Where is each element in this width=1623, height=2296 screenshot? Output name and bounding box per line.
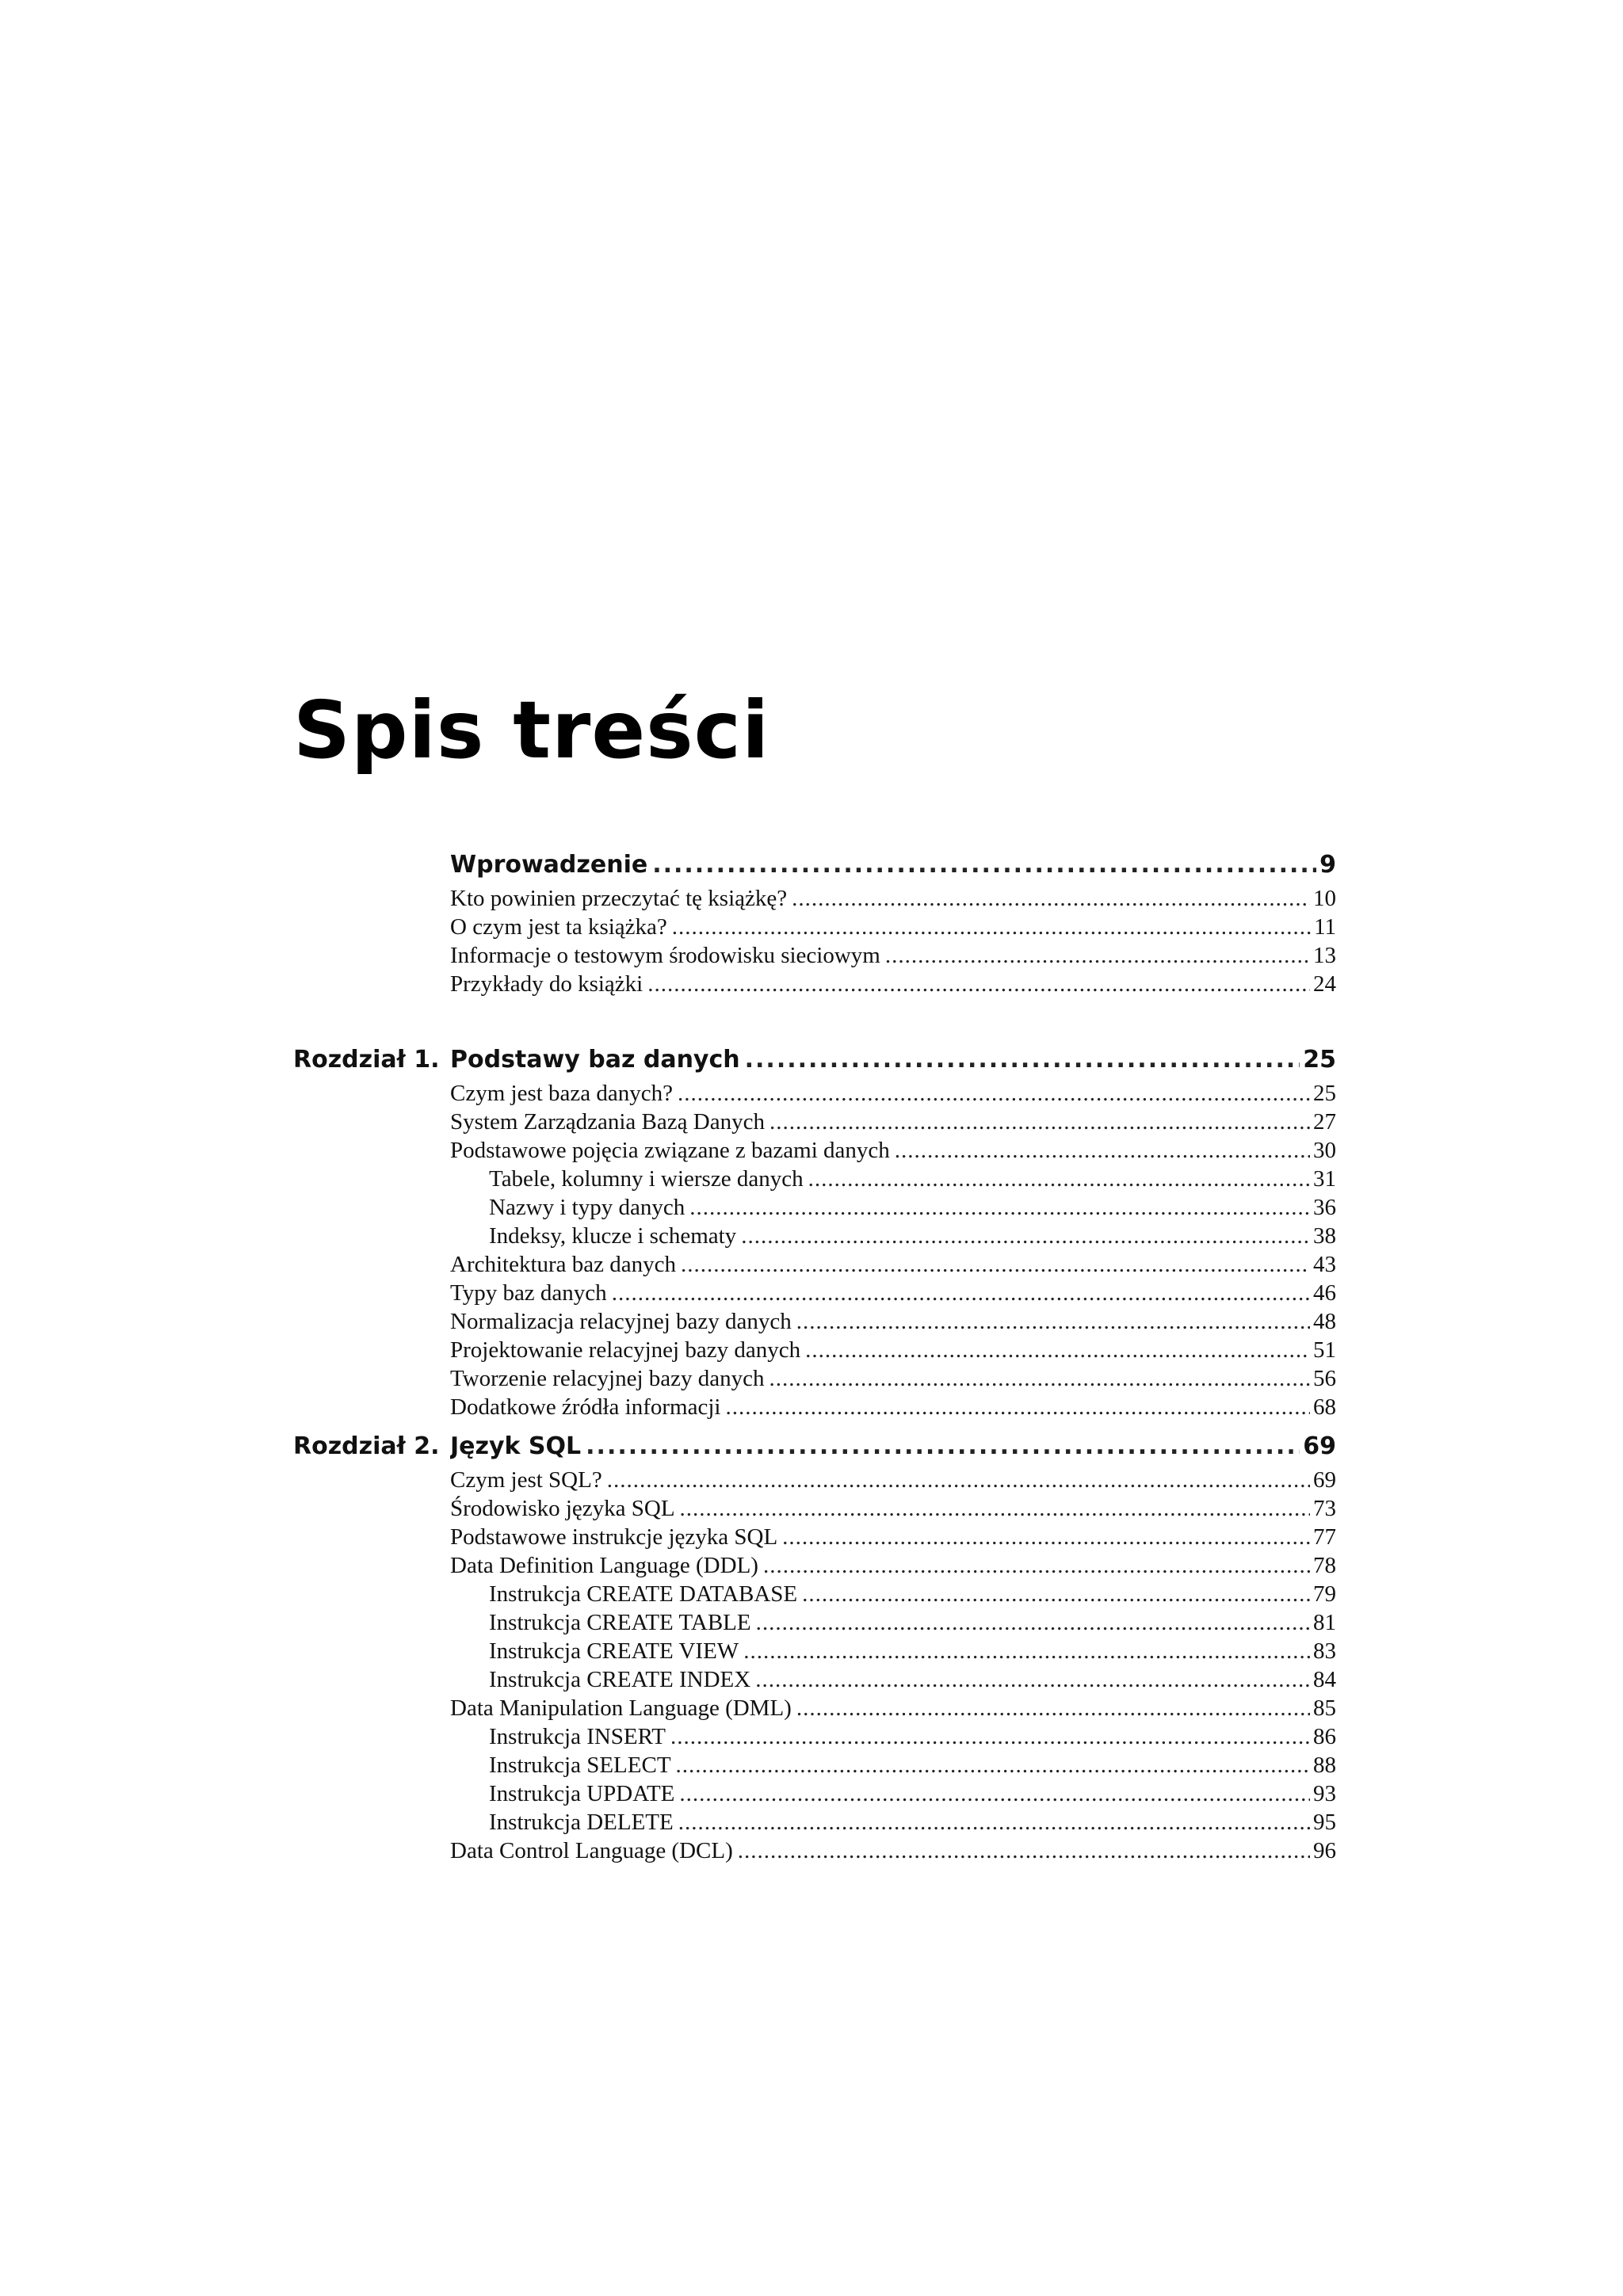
dot-leader — [769, 1364, 1310, 1393]
entry-page: 96 — [1313, 1838, 1336, 1863]
entry-title: Data Manipulation Language (DML) — [450, 1695, 792, 1721]
entry-page: 84 — [1313, 1667, 1336, 1692]
toc-entry[interactable] — [0, 1364, 1623, 1393]
toc-subentry[interactable] — [0, 1193, 1623, 1222]
dot-leader — [895, 1136, 1310, 1165]
toc-entry[interactable] — [0, 1307, 1623, 1336]
entry-title: System Zarządzania Bazą Danych — [450, 1109, 765, 1135]
dot-leader — [763, 1551, 1310, 1580]
entry-title: Instrukcja CREATE DATABASE — [489, 1581, 798, 1607]
entry-title: Informacje o testowym środowisku sieciowym — [450, 943, 880, 968]
toc-entry[interactable] — [0, 1836, 1623, 1865]
toc-subentry[interactable] — [0, 1722, 1623, 1751]
entry-page: 86 — [1313, 1724, 1336, 1749]
dot-leader — [802, 1580, 1310, 1608]
entry-title: Instrukcja UPDATE — [489, 1781, 675, 1806]
toc-entry[interactable] — [0, 941, 1623, 970]
dot-leader — [738, 1836, 1310, 1865]
dot-leader — [805, 1336, 1310, 1364]
toc-entry[interactable] — [0, 1279, 1623, 1307]
dot-leader — [612, 1279, 1310, 1307]
toc-subentry[interactable] — [0, 1751, 1623, 1779]
entry-page: 25 — [1313, 1081, 1336, 1106]
toc-subentry[interactable] — [0, 1608, 1623, 1637]
entry-title: Środowisko języka SQL — [450, 1496, 675, 1521]
toc-subentry[interactable] — [0, 1165, 1623, 1193]
toc-entry[interactable] — [0, 1523, 1623, 1551]
toc-subentry[interactable] — [0, 1637, 1623, 1665]
entry-page: 95 — [1313, 1810, 1336, 1835]
entry-page: 69 — [1313, 1467, 1336, 1493]
entry-title: Przykłady do książki — [450, 971, 643, 997]
entry-page: 77 — [1313, 1524, 1336, 1550]
toc-section-intro[interactable] — [0, 846, 1623, 884]
entry-page: 38 — [1313, 1223, 1336, 1249]
entry-page: 31 — [1313, 1166, 1336, 1192]
entry-title: Architektura baz danych — [450, 1252, 677, 1277]
entry-page: 43 — [1313, 1252, 1336, 1277]
entry-page: 83 — [1313, 1638, 1336, 1664]
entry-title: Podstawowe pojęcia związane z bazami danych — [450, 1138, 890, 1163]
dot-leader — [741, 1222, 1310, 1250]
dot-leader — [808, 1165, 1310, 1193]
entry-title: Instrukcja CREATE INDEX — [489, 1667, 751, 1692]
chapter-page: 25 — [1303, 1046, 1336, 1074]
entry-title: Data Control Language (DCL) — [450, 1838, 733, 1863]
entry-title: Data Definition Language (DDL) — [450, 1553, 758, 1578]
entry-title: Instrukcja SELECT — [489, 1753, 671, 1778]
dot-leader — [885, 941, 1310, 970]
dot-leader — [680, 1494, 1310, 1523]
chapter-label: Rozdział 1. — [293, 1046, 440, 1074]
dot-leader — [756, 1608, 1310, 1637]
entry-title: Czym jest SQL? — [450, 1467, 602, 1493]
entry-title: Instrukcja DELETE — [489, 1810, 674, 1835]
dot-leader — [689, 1193, 1310, 1222]
toc-entry[interactable] — [0, 1108, 1623, 1136]
entry-title: Czym jest baza danych? — [450, 1081, 674, 1106]
dot-leader — [792, 884, 1310, 913]
toc-subentry[interactable] — [0, 1779, 1623, 1808]
toc-chapter-2[interactable] — [0, 1428, 1623, 1466]
toc-entry[interactable] — [0, 1694, 1623, 1722]
toc-subentry[interactable] — [0, 1580, 1623, 1608]
entry-page: 46 — [1313, 1280, 1336, 1306]
entry-title: Dodatkowe źródła informacji — [450, 1394, 721, 1420]
entry-page: 13 — [1313, 943, 1336, 968]
toc-entry[interactable] — [0, 970, 1623, 998]
chapter-page: 69 — [1303, 1432, 1336, 1460]
toc-entry[interactable] — [0, 1494, 1623, 1523]
dot-leader — [796, 1307, 1310, 1336]
dot-leader — [725, 1393, 1310, 1421]
table-of-contents — [0, 846, 1623, 1865]
entry-page: 36 — [1313, 1195, 1336, 1220]
dot-leader — [678, 1808, 1310, 1836]
toc-subentry[interactable] — [0, 1808, 1623, 1836]
toc-subentry[interactable] — [0, 1665, 1623, 1694]
toc-chapter-1[interactable] — [0, 1041, 1623, 1079]
chapter-title: Wprowadzenie — [450, 851, 648, 879]
entry-title: Tabele, kolumny i wiersze danych — [489, 1166, 804, 1192]
entry-title: Instrukcja CREATE VIEW — [489, 1638, 739, 1664]
dot-leader — [796, 1694, 1310, 1722]
entry-title: Kto powinien przeczytać tę książkę? — [450, 886, 788, 911]
entry-page: 56 — [1313, 1366, 1336, 1391]
entry-page: 79 — [1313, 1581, 1336, 1607]
entry-title: Tworzenie relacyjnej bazy danych — [450, 1366, 765, 1391]
chapter-label: Rozdział 2. — [293, 1432, 440, 1460]
dot-leader — [670, 1722, 1310, 1751]
toc-entry[interactable] — [0, 1336, 1623, 1364]
entry-page: 11 — [1314, 914, 1336, 940]
entry-page: 93 — [1313, 1781, 1336, 1806]
dot-leader — [755, 1665, 1310, 1694]
dot-leader — [647, 970, 1310, 998]
entry-title: Typy baz danych — [450, 1280, 607, 1306]
entry-page: 27 — [1313, 1109, 1336, 1135]
toc-entry[interactable] — [0, 1136, 1623, 1165]
entry-title: Podstawowe instrukcje języka SQL — [450, 1524, 778, 1550]
dot-leader — [586, 1428, 1300, 1466]
entry-page: 48 — [1313, 1309, 1336, 1334]
toc-subentry[interactable] — [0, 1222, 1623, 1250]
dot-leader — [679, 1779, 1310, 1808]
page-title: Spis treści — [293, 684, 770, 776]
toc-entry[interactable] — [0, 1466, 1623, 1494]
dot-leader — [678, 1079, 1310, 1108]
entry-title: Indeksy, klucze i schematy — [489, 1223, 737, 1249]
entry-title: Instrukcja CREATE TABLE — [489, 1610, 751, 1635]
entry-page: 78 — [1313, 1553, 1336, 1578]
dot-leader — [743, 1637, 1310, 1665]
dot-leader — [652, 846, 1316, 884]
dot-leader — [782, 1523, 1310, 1551]
dot-leader — [607, 1466, 1310, 1494]
entry-page: 85 — [1313, 1695, 1336, 1721]
dot-leader — [745, 1041, 1300, 1079]
entry-title: Projektowanie relacyjnej bazy danych — [450, 1337, 801, 1363]
chapter-title: Podstawy baz danych — [450, 1046, 740, 1074]
chapter-page: 9 — [1319, 851, 1336, 879]
entry-title: O czym jest ta książka? — [450, 914, 667, 940]
entry-page: 24 — [1313, 971, 1336, 997]
toc-entry[interactable] — [0, 1551, 1623, 1580]
dot-leader — [672, 913, 1311, 941]
dot-leader — [676, 1751, 1310, 1779]
dot-leader — [681, 1250, 1310, 1279]
entry-page: 81 — [1313, 1610, 1336, 1635]
toc-entry[interactable] — [0, 1250, 1623, 1279]
entry-title: Nazwy i typy danych — [489, 1195, 685, 1220]
toc-entry[interactable] — [0, 1393, 1623, 1421]
entry-page: 51 — [1313, 1337, 1336, 1363]
toc-entry[interactable] — [0, 1079, 1623, 1108]
entry-page: 10 — [1313, 886, 1336, 911]
entry-title: Normalizacja relacyjnej bazy danych — [450, 1309, 792, 1334]
entry-title: Instrukcja INSERT — [489, 1724, 666, 1749]
dot-leader — [769, 1108, 1310, 1136]
entry-page: 30 — [1313, 1138, 1336, 1163]
entry-page: 68 — [1313, 1394, 1336, 1420]
entry-page: 88 — [1313, 1753, 1336, 1778]
chapter-title: Język SQL — [450, 1432, 582, 1460]
toc-entry[interactable] — [0, 913, 1623, 941]
toc-entry[interactable] — [0, 884, 1623, 913]
entry-page: 73 — [1313, 1496, 1336, 1521]
